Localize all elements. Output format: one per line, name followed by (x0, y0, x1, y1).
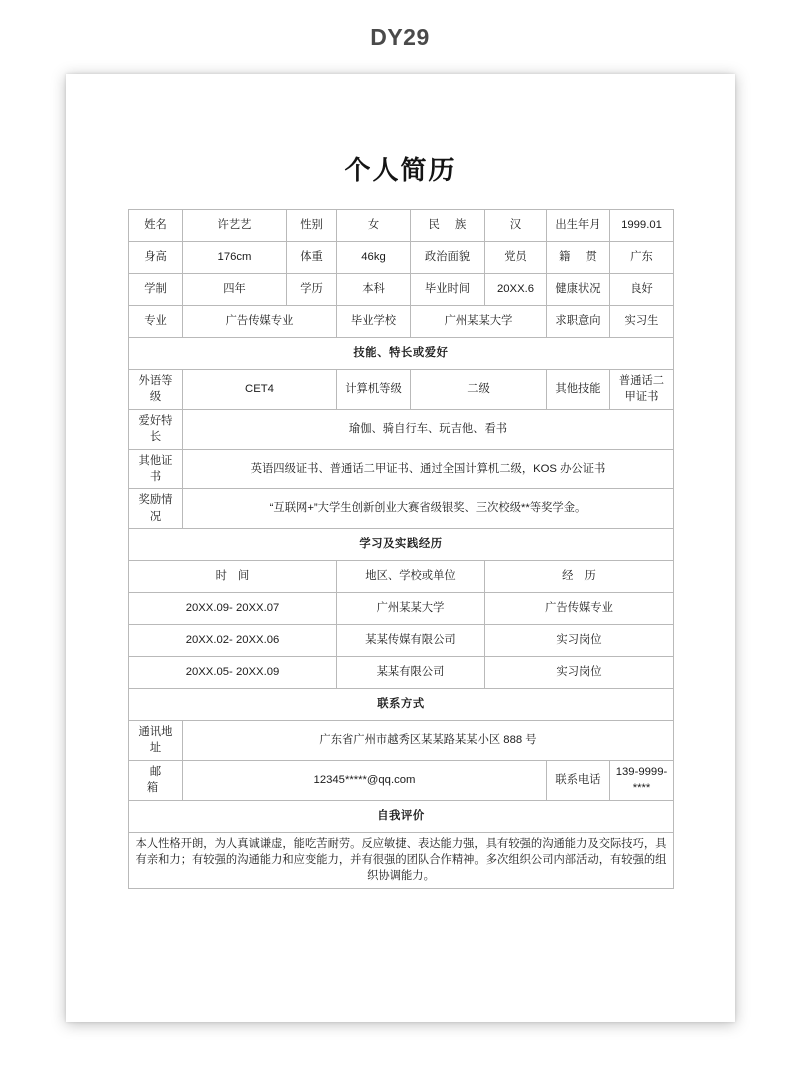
field-label-name: 姓名 (129, 210, 183, 242)
field-label-ethnicity: 民 族 (411, 210, 485, 242)
field-label-weight: 体重 (287, 242, 337, 274)
field-value-height: 176cm (183, 242, 287, 274)
field-value-other-skills: 普通话二甲证书 (610, 370, 674, 410)
table-row-self-eval-body (129, 832, 674, 888)
table-row-experience-1 (129, 593, 674, 625)
experience-place: 某某有限公司 (337, 657, 485, 689)
field-value-certificates: 英语四级证书、普通话二甲证书、通过全国计算机二级，KOS 办公证书 (183, 449, 674, 489)
section-heading-skills: 技能、特长或爱好 (129, 338, 674, 370)
resume-title: 个人简历 (344, 155, 457, 185)
table-row-awards (129, 489, 674, 529)
experience-time: 20XX.09- 20XX.07 (129, 593, 337, 625)
table-row-address (129, 721, 674, 761)
table-row-skills-heading (129, 338, 674, 370)
field-value-name: 许艺艺 (183, 210, 287, 242)
field-label-health: 健康状况 (547, 274, 610, 306)
field-label-other-skills: 其他技能 (547, 370, 610, 410)
table-row-self-eval-heading (129, 800, 674, 832)
field-value-weight: 46kg (337, 242, 411, 274)
table-row-major (129, 306, 674, 338)
table-row-basic-2 (129, 242, 674, 274)
field-label-phone: 联系电话 (547, 760, 610, 800)
field-value-education: 本科 (337, 274, 411, 306)
field-value-computer-level: 二级 (411, 370, 547, 410)
field-label-email: 邮 箱 (129, 760, 183, 800)
field-label-gender: 性别 (287, 210, 337, 242)
experience-place: 某某传媒有限公司 (337, 625, 485, 657)
field-label-certificates: 其他证书 (129, 449, 183, 489)
field-value-birthdate: 1999.01 (610, 210, 674, 242)
table-row-basic-3 (129, 274, 674, 306)
experience-place: 广州某某大学 (337, 593, 485, 625)
field-label-major: 专业 (129, 306, 183, 338)
field-label-hobbies: 爱好特长 (129, 409, 183, 449)
field-value-native-place: 广东 (610, 242, 674, 274)
resume-table (128, 209, 674, 889)
field-label-education: 学历 (287, 274, 337, 306)
field-label-political-status: 政治面貌 (411, 242, 485, 274)
column-header-place: 地区、学校或单位 (337, 561, 485, 593)
field-label-school: 毕业学校 (337, 306, 411, 338)
table-row-experience-2 (129, 625, 674, 657)
column-header-experience: 经 历 (485, 561, 674, 593)
field-value-health: 良好 (610, 274, 674, 306)
resume-page (66, 74, 735, 1022)
table-row-experience-columns (129, 561, 674, 593)
field-value-ethnicity: 汉 (485, 210, 547, 242)
field-value-graduation-time: 20XX.6 (485, 274, 547, 306)
field-label-address: 通讯地址 (129, 721, 183, 761)
field-value-phone: 139-9999-**** (610, 760, 674, 800)
experience-detail: 实习岗位 (485, 657, 674, 689)
field-value-address: 广东省广州市越秀区某某路某某小区 888 号 (183, 721, 674, 761)
field-value-gender: 女 (337, 210, 411, 242)
experience-detail: 实习岗位 (485, 625, 674, 657)
field-value-email: 12345*****@qq.com (183, 760, 547, 800)
field-value-foreign-language: CET4 (183, 370, 337, 410)
experience-time: 20XX.05- 20XX.09 (129, 657, 337, 689)
table-row-hobbies (129, 409, 674, 449)
table-row-experience-heading (129, 529, 674, 561)
table-row-skill-levels (129, 370, 674, 410)
field-label-job-intent: 求职意向 (547, 306, 610, 338)
experience-time: 20XX.02- 20XX.06 (129, 625, 337, 657)
field-label-computer-level: 计算机等级 (337, 370, 411, 410)
field-value-major: 广告传媒专业 (183, 306, 337, 338)
field-label-birthdate: 出生年月 (547, 210, 610, 242)
experience-detail: 广告传媒专业 (485, 593, 674, 625)
field-label-graduation-time: 毕业时间 (411, 274, 485, 306)
self-evaluation-text: 本人性格开朗，为人真诚谦虚，能吃苦耐劳。反应敏捷、表达能力强，具有较强的沟通能力及交际技巧，具有亲和力；有较强的沟通能力和应变能力，并有很强的团队合作精神。多次组织公司内部活动，有较强的组织协调能力。 (129, 832, 674, 888)
field-value-school: 广州某某大学 (411, 306, 547, 338)
table-row-contact-heading (129, 689, 674, 721)
field-label-height: 身高 (129, 242, 183, 274)
field-label-foreign-language: 外语等级 (129, 370, 183, 410)
table-row-certificates (129, 449, 674, 489)
table-row-basic-1 (129, 210, 674, 242)
column-header-time: 时 间 (129, 561, 337, 593)
field-value-political-status: 党员 (485, 242, 547, 274)
table-row-email-phone (129, 760, 674, 800)
resume-content (128, 150, 673, 889)
field-value-hobbies: 瑜伽、骑自行车、玩吉他、看书 (183, 409, 674, 449)
field-label-native-place: 籍 贯 (547, 242, 610, 274)
section-heading-experience: 学习及实践经历 (129, 529, 674, 561)
field-value-job-intent: 实习生 (610, 306, 674, 338)
field-value-awards: “互联网+”大学生创新创业大赛省级银奖、三次校级**等奖学金。 (183, 489, 674, 529)
field-label-program-length: 学制 (129, 274, 183, 306)
section-heading-self-evaluation: 自我评价 (129, 800, 674, 832)
section-heading-contact: 联系方式 (129, 689, 674, 721)
field-value-program-length: 四年 (183, 274, 287, 306)
document-header-label: DY29 (370, 24, 430, 50)
table-row-experience-3 (129, 657, 674, 689)
field-label-awards: 奖励情况 (129, 489, 183, 529)
